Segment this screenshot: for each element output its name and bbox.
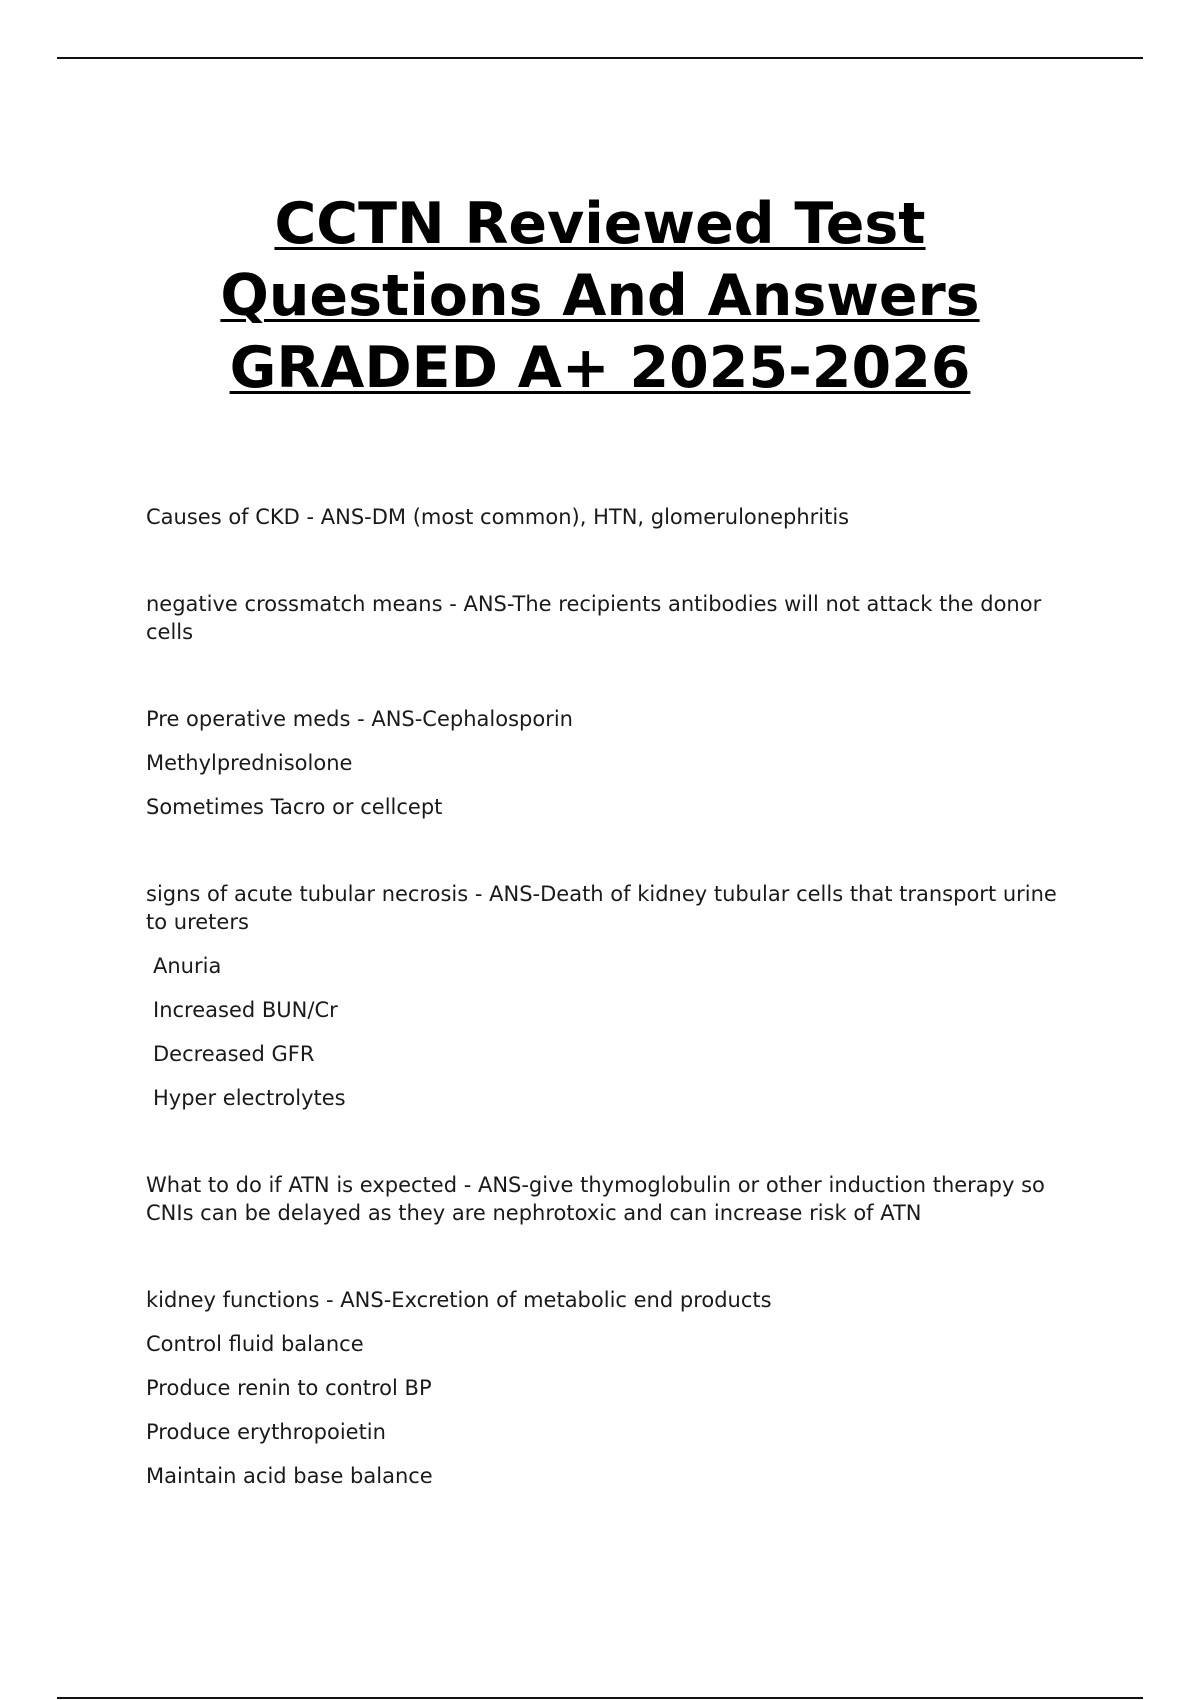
qa-subline: Increased BUN/Cr — [153, 998, 338, 1022]
qa-entry-negative-crossmatch — [146, 590, 1066, 646]
qa-subline: Hyper electrolytes — [153, 1086, 346, 1110]
bottom-rule — [57, 1697, 1143, 1699]
qa-entry-kidney-functions — [146, 1286, 1066, 1490]
qa-entry-atn-signs — [146, 880, 1066, 1112]
qa-subline: Produce renin to control BP — [146, 1376, 432, 1400]
qa-text: Pre operative meds - ANS-Cephalosporin — [146, 707, 573, 731]
qa-entry-atn-expected — [146, 1171, 1066, 1227]
qa-text: negative crossmatch means - ANS-The recipients antibodies will not attack the donor cells — [146, 592, 1042, 644]
qa-subline: Anuria — [153, 954, 222, 978]
qa-subline: Methylprednisolone — [146, 751, 353, 775]
qa-subline: Control fluid balance — [146, 1332, 364, 1356]
document-title — [100, 188, 1100, 404]
title-line-1: CCTN Reviewed Test — [274, 191, 926, 257]
qa-subline: Produce erythropoietin — [146, 1420, 386, 1444]
qa-text: What to do if ATN is expected - ANS-give thymoglobulin or other induction therapy so CNIs can be delayed as they are nephrotoxic and can increase risk of ATN — [146, 1173, 1045, 1225]
qa-text: Causes of CKD - ANS-DM (most common), HTN, glomerulonephritis — [146, 505, 850, 529]
qa-subline: Sometimes Tacro or cellcept — [146, 795, 443, 819]
qa-subline: Decreased GFR — [153, 1042, 315, 1066]
title-line-2: Questions And Answers — [220, 263, 980, 329]
qa-entry-ckd-causes — [146, 503, 1066, 531]
qa-entry-preop-meds — [146, 705, 1066, 821]
qa-list — [146, 503, 1066, 1549]
top-rule — [57, 57, 1143, 59]
qa-text: kidney functions - ANS-Excretion of metabolic end products — [146, 1288, 772, 1312]
title-line-3: GRADED A+ 2025-2026 — [229, 335, 971, 401]
qa-text: signs of acute tubular necrosis - ANS-Death of kidney tubular cells that transport urine to ureters — [146, 882, 1057, 934]
qa-subline: Maintain acid base balance — [146, 1464, 433, 1488]
